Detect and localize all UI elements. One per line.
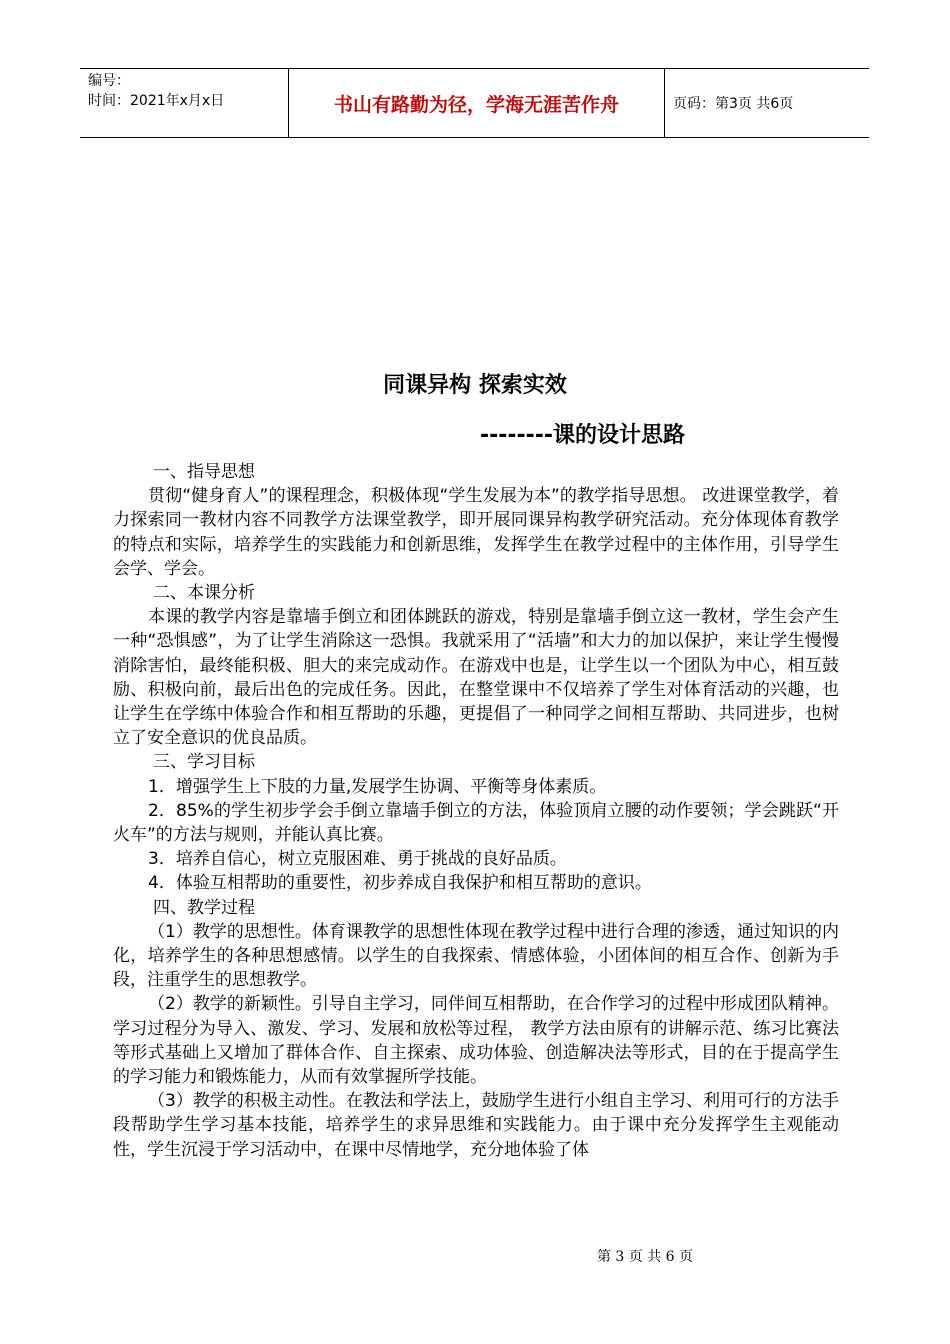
list-item: 4．体验互相帮助的重要性，初步养成自我保护和相互帮助的意识。	[148, 873, 652, 894]
list-item: 1．增强学生上下肢的力量,发展学生协调、平衡等身体素质。	[148, 776, 607, 797]
header-motto: 书山有路勤为径，学海无涯苦作舟	[289, 69, 665, 137]
section-heading-goals: 三、学习目标	[153, 752, 255, 773]
page-footer: 第 3 页 共 6 页	[596, 1249, 694, 1265]
header-page-info: 页码：第3页 共6页	[673, 96, 794, 112]
paragraph: 本课的教学内容是靠墙手倒立和团体跳跃的游戏，特别是靠墙手倒立这一教材，学生会产生一种“恐惧感”，为了让学生消除这一恐惧。我就采用了“活墙”和大力的加以保护，来让学生慢慢消除害怕，最终能积极、胆大的来完成动作。在游戏中也是，让学生以一个团队为中心，相互鼓励、积极向前，最后出色的完成任务。因此，在整堂课中不仅培养了学生对体育活动的兴趣，也让学生在学练中体验合作和相互帮助的乐趣，更提倡了一种同学之间相互帮助、共同进步，也树立了安全意识的优良品质。	[113, 607, 839, 749]
section-heading-process: 四、教学过程	[153, 897, 255, 918]
document-body	[113, 460, 839, 1162]
list-item: 3．培养自信心，树立克服困难、勇于挑战的良好品质。	[148, 849, 567, 870]
list-item: 2．85%的学生初步学会手倒立靠墙手倒立的方法，体验顶肩立腰的动作要领；学会跳跃“开火车”的方法与规则，并能认真比赛。	[113, 800, 839, 846]
paragraph: 贯彻“健身育人”的课程理念，积极体现“学生发展为本”的教学指导思想。 改进课堂教学，着力探索同一教材内容不同教学方法课堂教学，即开展同课异构教学研究活动。充分体现体育教学的特点和实际，培养学生的实践能力和创新思维，发挥学生在教学过程中的主体作用，引导学生会学、学会。	[113, 486, 839, 579]
header-meta	[80, 69, 289, 137]
section-heading-guiding: 一、指导思想	[153, 462, 255, 482]
page-header	[80, 68, 869, 138]
number-label: 编号：	[88, 73, 130, 89]
document-subtitle: --------课的设计思路	[480, 423, 686, 448]
paragraph: （2）教学的新颖性。引导自主学习，同伴间互相帮助，在合作学习的过程中形成团队精神。学习过程分为导入、激发、学习、发展和放松等过程， 教学方法由原有的讲解示范、练习比赛法等形式基础上又增加了群体合作、自主探索、成功体验、创造解决法等形式，目的在于提高学生的学习能力和锻炼能力，从而有效掌握所学技能。	[113, 994, 839, 1088]
paragraph: （1）教学的思想性。体育课教学的思想性体现在教学过程中进行合理的渗透，通过知识的内化，培养学生的各种思想感情。以学生的自我探索、情感体验，小团体间的相互合作、创新为手段，注重学生的思想教学。	[113, 921, 839, 991]
time-label: 时间：2021年x月x日	[88, 93, 225, 109]
section-heading-analysis: 二、本课分析	[153, 583, 255, 604]
paragraph: （3）教学的积极主动性。在教法和学法上，鼓励学生进行小组自主学习、利用可行的方法手段帮助学生学习基本技能，培养学生的求异思维和实践能力。由于课中充分发挥学生主观能动性，学生沉浸于学习活动中，在课中尽情地学，充分地体验了体	[113, 1091, 839, 1160]
document-title: 同课异构 探索实效	[383, 373, 567, 398]
